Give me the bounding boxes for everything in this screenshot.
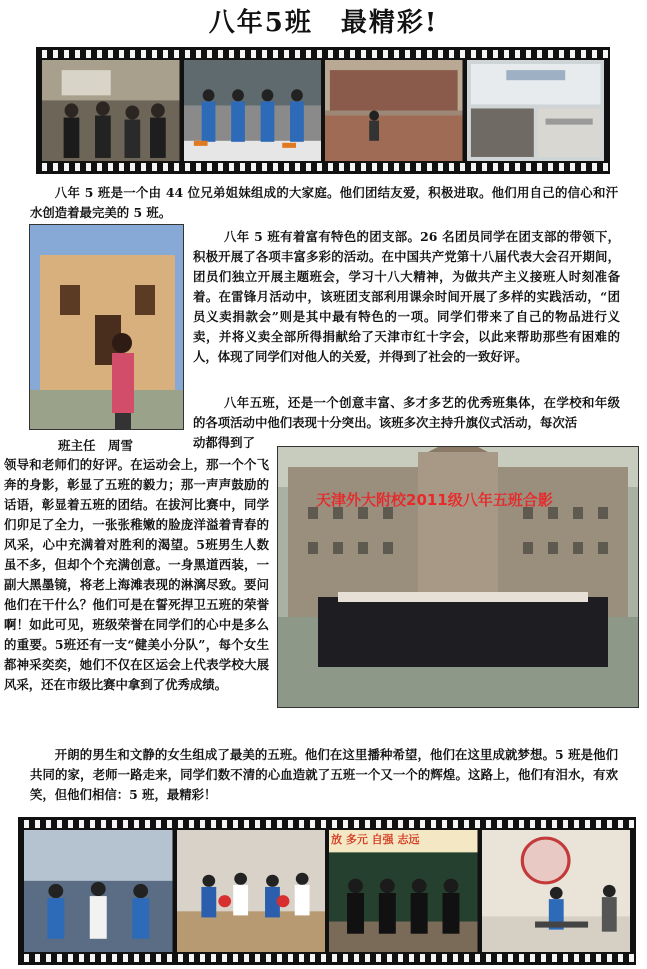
creative-paragraph-top: 八年五班，还是一个创意丰富、多才多艺的优秀班集体，在学校和年级的各项活动中他们表现十分突出。该班多次主持升旗仪式活动，每次活 xyxy=(193,395,620,430)
top-photo-filmstrip xyxy=(36,47,610,174)
bottom-banner-text: 放 多元 自强 志远 xyxy=(331,833,420,846)
photo-shanghai-style-boys xyxy=(329,830,478,952)
bottom-photo-filmstrip xyxy=(18,817,636,965)
teacher-caption: 班主任 周雪 xyxy=(58,438,134,453)
photo-flag-salute xyxy=(42,60,180,161)
closing-paragraph: 开朗的男生和文静的女生组成了最美的五班。他们在这里播种希望，他们在这里成就梦想。5 班是他们共同的家，老师一路走来，同学们数不清的心血造就了五班一个又一个的辉煌。这路上，他们有泪水，有欢笑，但他们相信：5 班，最精彩！ xyxy=(30,747,618,802)
group-photo-overlay-text: 天津外大附校2011级八年五班合影 xyxy=(316,491,553,509)
intro-paragraph: 八年 5 班是一个由 44 位兄弟姐妹组成的大家庭。他们团结友爱，积极进取。他们用自己的信心和汗水创造着最完美的 5 班。 xyxy=(30,185,618,220)
teacher-photo xyxy=(29,224,184,430)
photo-class-meeting xyxy=(467,60,605,161)
photo-cheer-squad xyxy=(177,830,326,952)
photo-campus-field xyxy=(325,60,463,161)
creative-paragraph-continued: 动都得到了 xyxy=(193,435,255,450)
photo-sports-meet xyxy=(24,830,173,952)
creative-paragraph-left: 领导和老师们的好评。在运动会上，那一个个飞奔的身影，彰显了五班的毅力；那一声声鼓励的话语，彰显着五班的团结。在拔河比赛中，同学们卯足了全力，一张张稚嫩的脸庞洋溢着青春的风采，心中充满着对胜利的渴望。5班男生人数虽不多，但却个个充满创意。一身黑道西装，一副大黑墨镜，将老上海滩表现的淋漓尽致。要问他们在干什么？他们可是在誓死捍卫五班的荣誉啊！如此可见，班级荣誉在同学们的心中是多么的重要。5班还有一支“健美小分队”，每个女生都神采奕奕，她们不仅在区运会上代表学校大展风采，还在市级比赛中拿到了优秀成绩。 xyxy=(4,457,269,692)
class-group-photo xyxy=(277,446,639,708)
league-branch-paragraph: 八年 5 班有着富有特色的团支部。26 名团员同学在团支部的带领下，积极开展了各项丰富多彩的活动。在中国共产党第十八届代表大会召开期间，团员们独立开展主题班会，学习十八大精神，为做共产主义接班人时刻准备着。在雷锋月活动中，该班团支部利用课余时间开展了多样的实践活动，“团员义卖捐款会”则是其中最有特色的一项。同学们带来了自己的物品进行义卖，并将义卖全部所得捐献给了天津市红十字会，以此来帮助那些有困难的人，体现了同学们对他人的关爱，并得到了社会的一致好评。 xyxy=(193,229,620,364)
page-title: 八年5班 最精彩! xyxy=(208,8,439,38)
photo-music-performance xyxy=(482,830,631,952)
photo-snow-sweeping xyxy=(184,60,322,161)
